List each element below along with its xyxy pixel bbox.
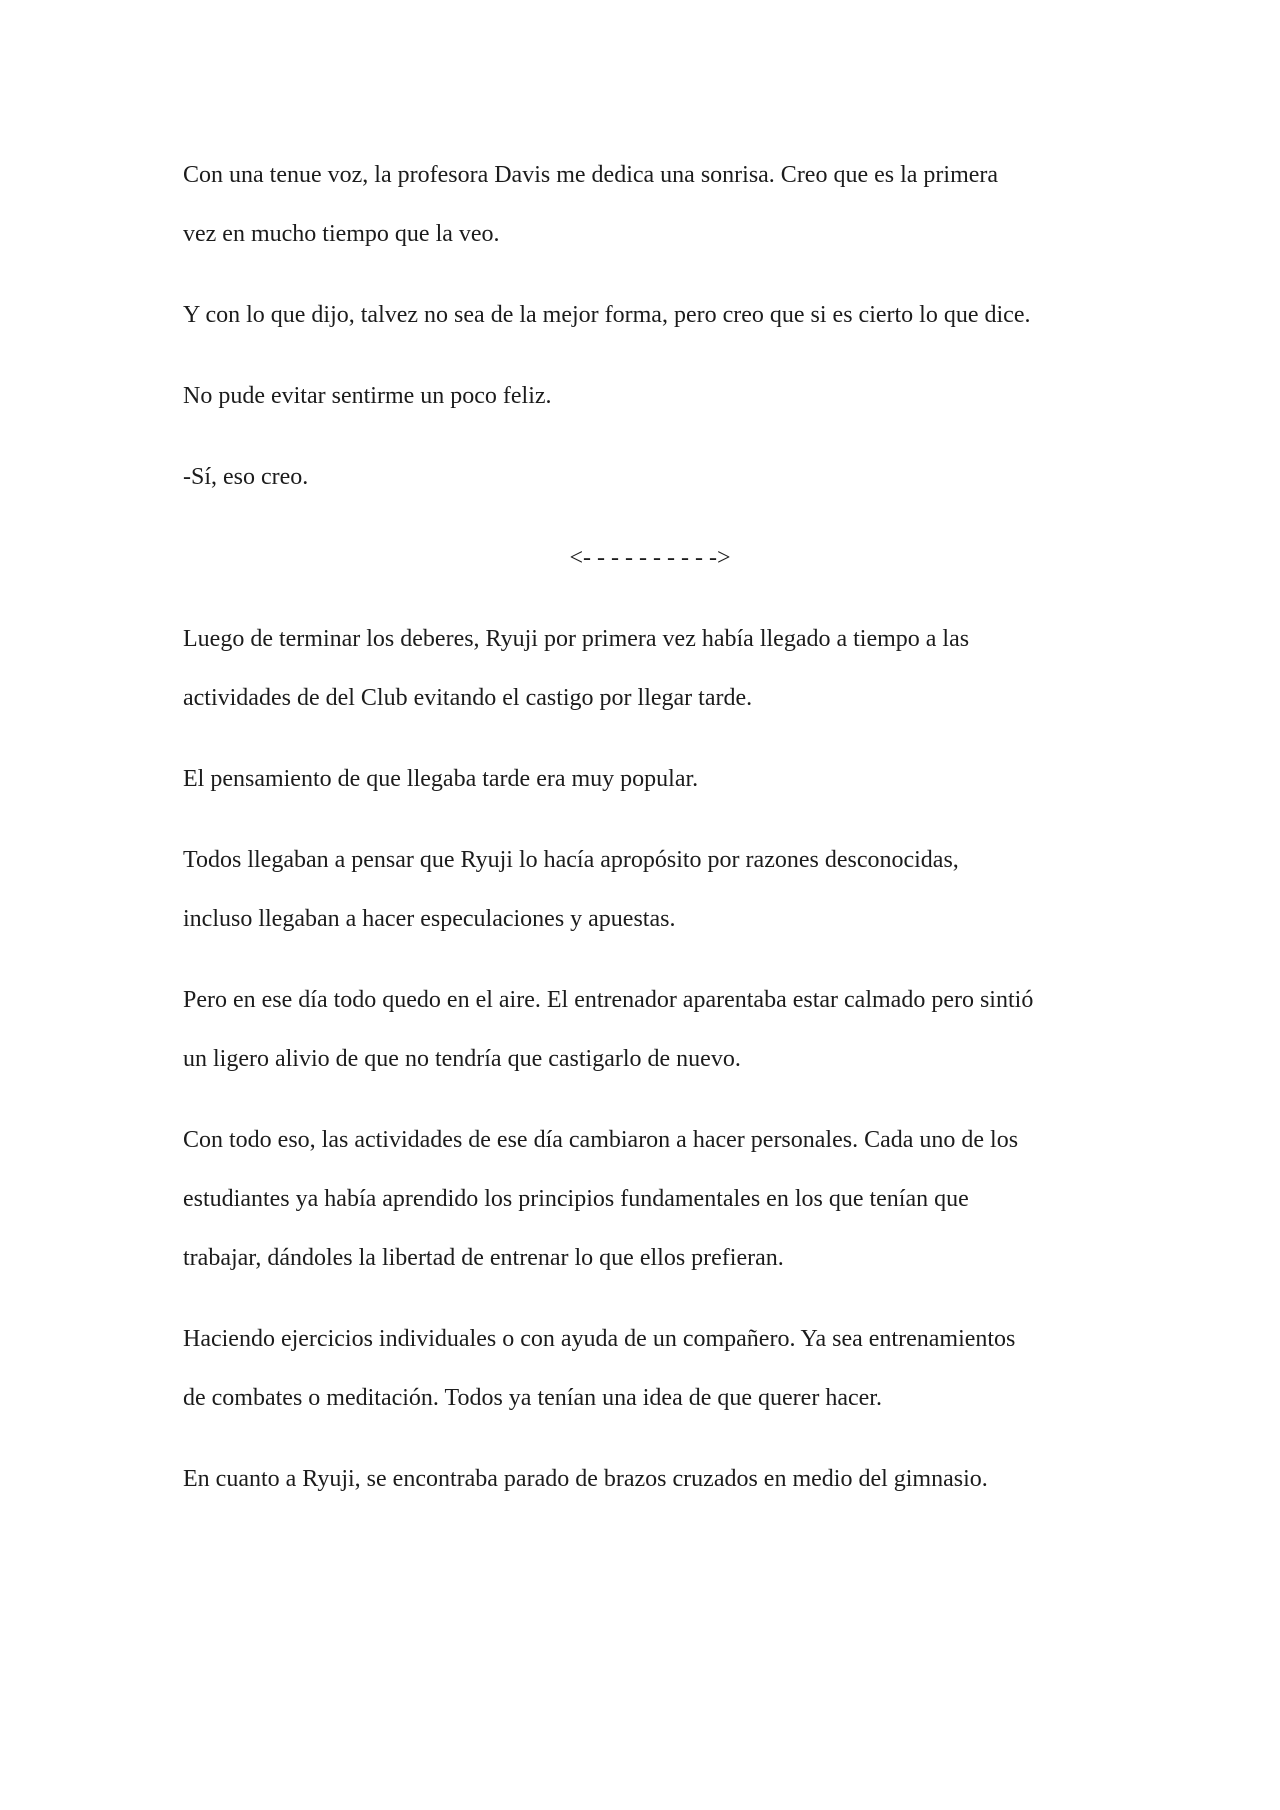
text-line: vez en mucho tiempo que la veo. (183, 221, 500, 247)
text-line: Luego de terminar los deberes, Ryuji por primera vez había llegado a tiempo a las (183, 626, 970, 652)
text-line: actividades de del Club evitando el castigo por llegar tarde. (183, 685, 753, 711)
text-line: incluso llegaban a hacer especulaciones y apuestas. (183, 906, 676, 932)
paragraph (183, 1310, 1103, 1428)
text-line: un ligero alivio de que no tendría que castigarlo de nuevo. (183, 1046, 741, 1072)
text-line: En cuanto a Ryuji, se encontraba parado de brazos cruzados en medio del gimnasio. (183, 1466, 988, 1492)
document-body (183, 146, 1103, 1531)
paragraph (183, 146, 1103, 264)
text-line: Con una tenue voz, la profesora Davis me dedica una sonrisa. Creo que es la primera (183, 162, 999, 188)
text-line: Haciendo ejercicios individuales o con ayuda de un compañero. Ya sea entrenamientos (183, 1326, 1016, 1352)
paragraph (183, 367, 1103, 426)
paragraph (183, 1111, 1103, 1288)
paragraph (183, 971, 1103, 1089)
text-line: Pero en ese día todo quedo en el aire. El entrenador aparentaba estar calmado pero sintió (183, 987, 1034, 1013)
text-line: -Sí, eso creo. (183, 464, 309, 490)
text-line: No pude evitar sentirme un poco feliz. (183, 383, 552, 409)
text-line: Con todo eso, las actividades de ese día cambiaron a hacer personales. Cada uno de los (183, 1127, 1019, 1153)
text-line: estudiantes ya había aprendido los principios fundamentales en los que tenían que (183, 1186, 969, 1212)
text-line: de combates o meditación. Todos ya tenían una idea de que querer hacer. (183, 1385, 882, 1411)
text-line: Y con lo que dijo, talvez no sea de la mejor forma, pero creo que si es cierto lo que dice. (183, 302, 1031, 328)
scene-separator: <- - - - - - - - - -> (569, 545, 731, 571)
text-line: trabajar, dándoles la libertad de entrenar lo que ellos prefieran. (183, 1245, 784, 1271)
text-line: El pensamiento de que llegaba tarde era muy popular. (183, 766, 699, 792)
paragraph (183, 1450, 1103, 1509)
paragraph (183, 831, 1103, 949)
paragraph (183, 286, 1103, 345)
text-line: Todos llegaban a pensar que Ryuji lo hacía apropósito por razones desconocidas, (183, 847, 959, 873)
paragraph (183, 448, 1103, 507)
paragraph (183, 750, 1103, 809)
paragraph (183, 610, 1103, 728)
